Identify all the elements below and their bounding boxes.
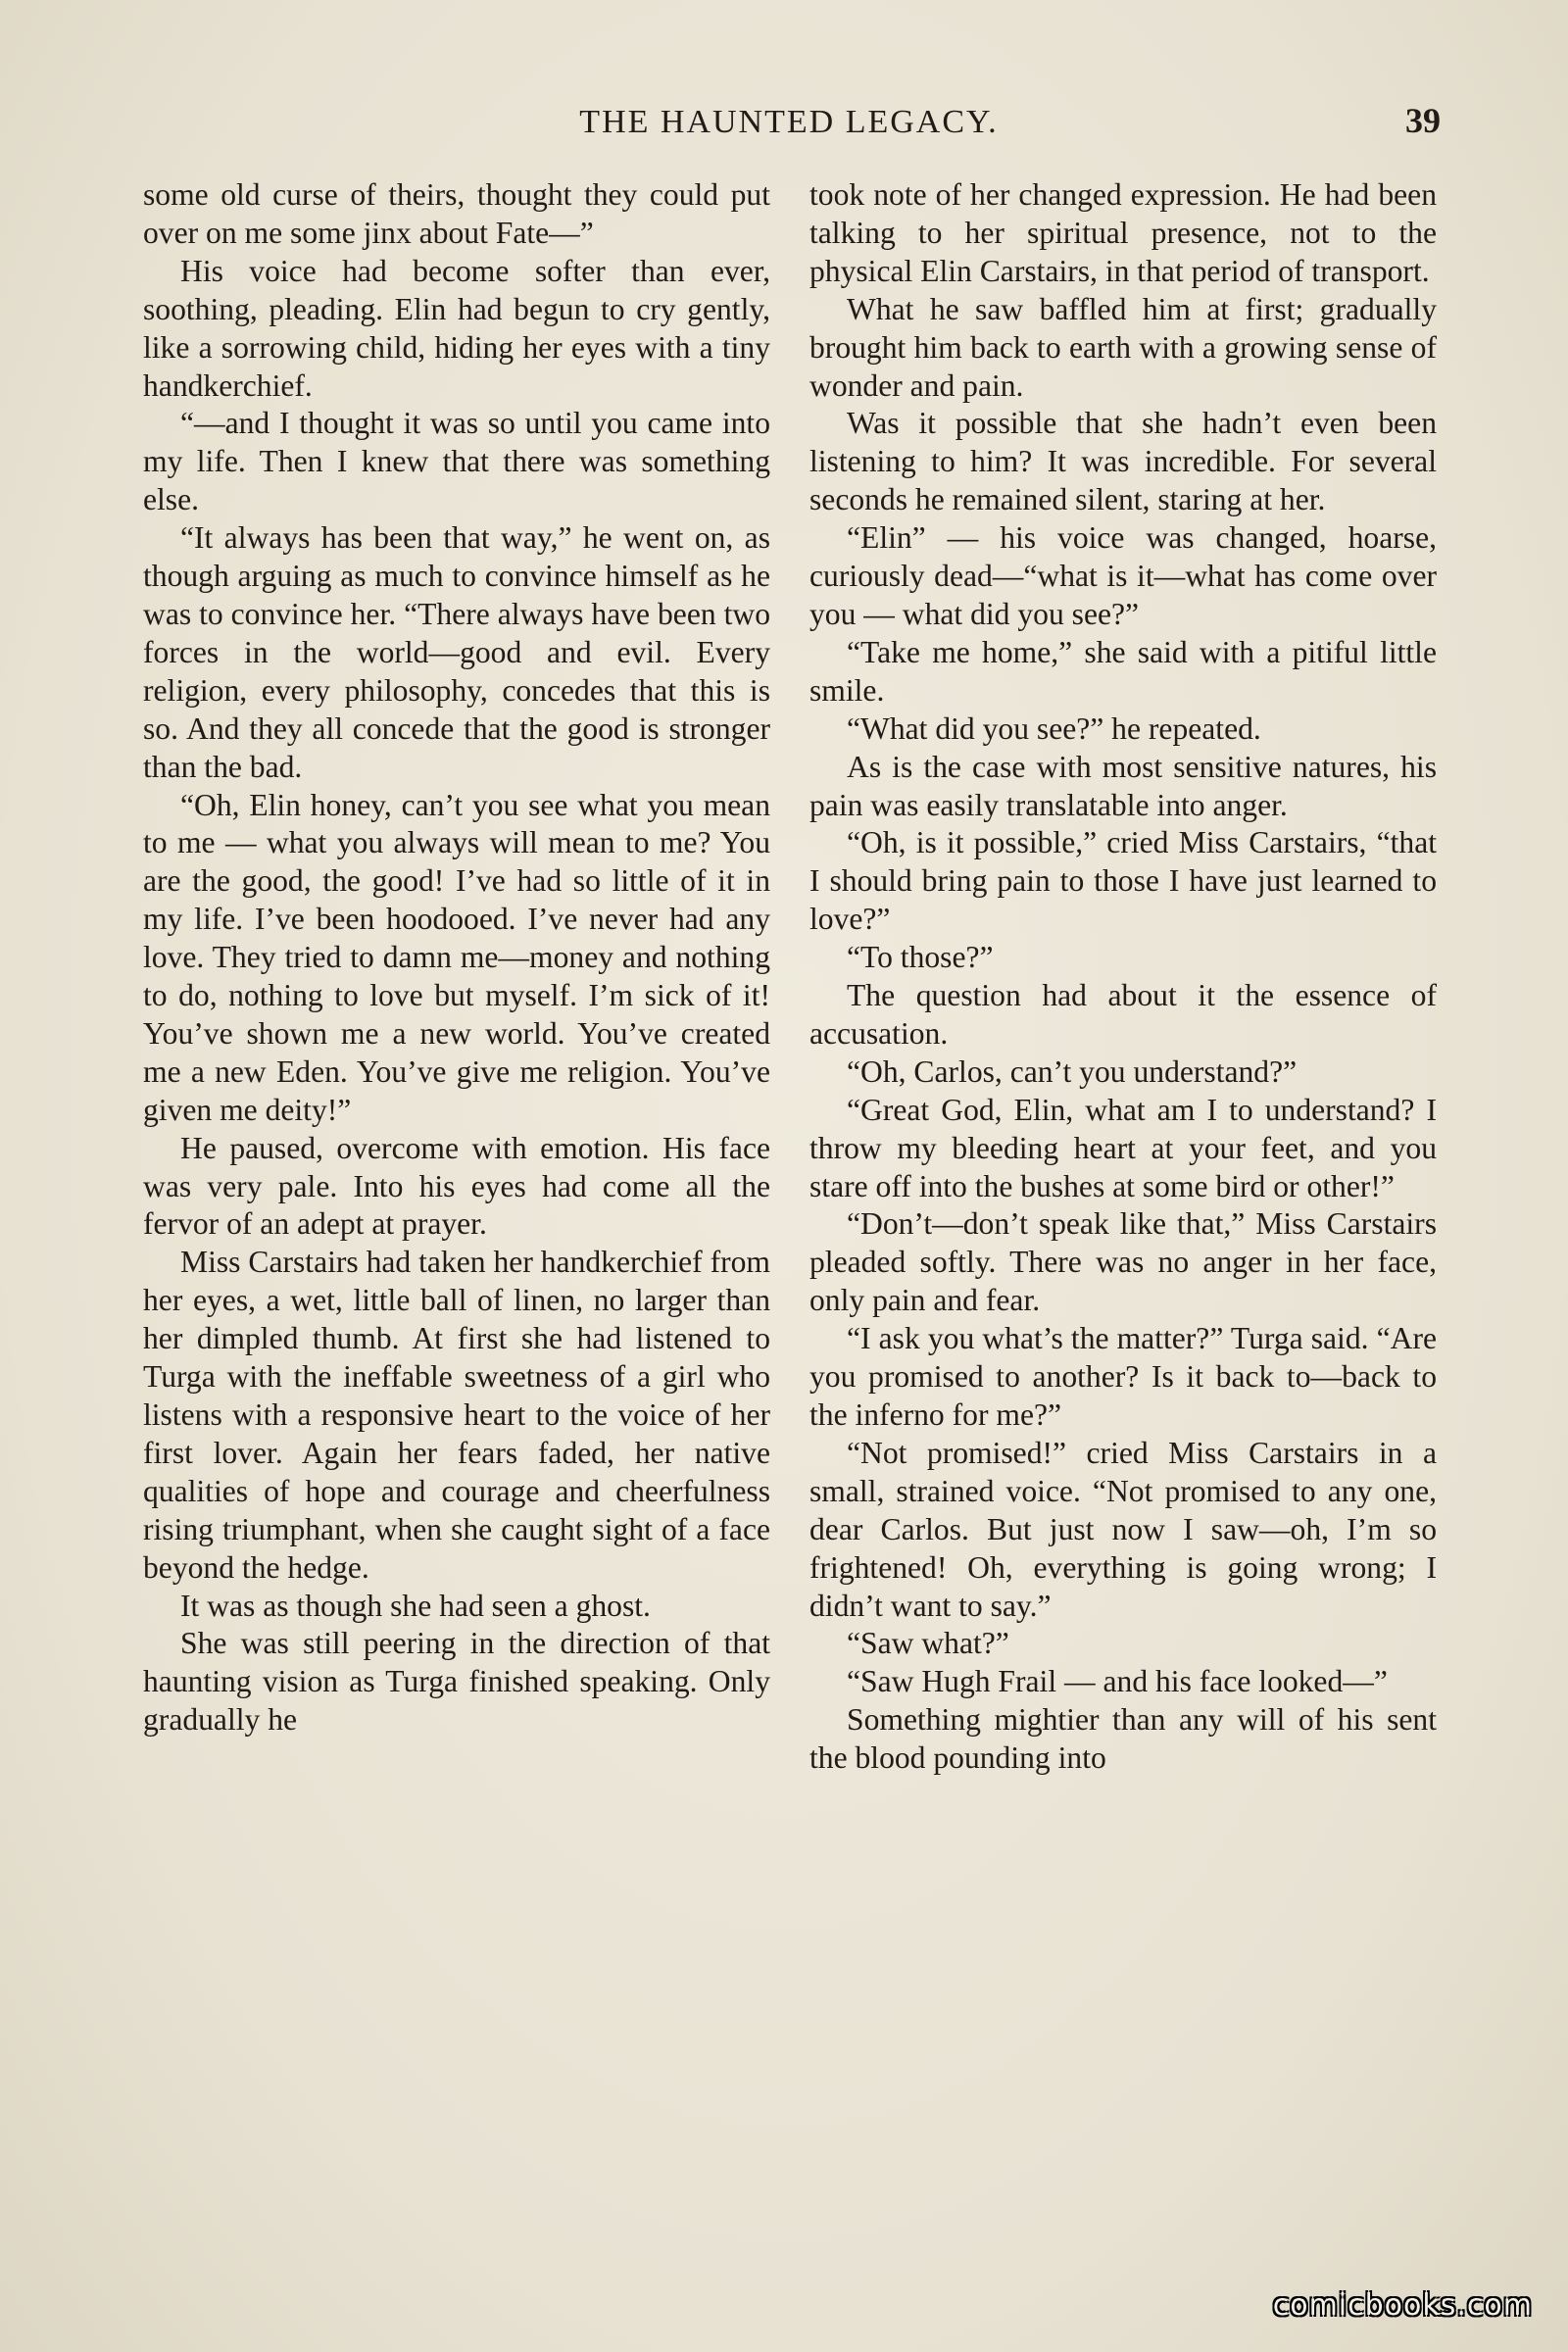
watermark: comicbooks.com [1272, 2288, 1533, 2323]
paragraph: “Oh, Elin honey, can’t you see what you mean to me — what you always will mean to me? You are the good, the good! I’ve had so little of it in my life. I’ve been hoodooed. I’ve never had any love. They tried to damn me—money and nothing to do, nothing to love but myself. I’m sick of it! You’ve shown me a new world. You’ve created me a new Eden. You’ve give me religion. You’ve given me deity!” [143, 787, 770, 1127]
paragraph: The question had about it the essence of accusation. [809, 978, 1437, 1051]
paragraph: some old curse of theirs, thought they could put over on me some jinx about Fate—” [143, 177, 770, 250]
paragraph: “Oh, Carlos, can’t you understand?” [847, 1054, 1298, 1089]
paragraph: “Elin” — his voice was changed, hoarse, curiously dead—“what is it—what has come over you — what did you see?” [809, 520, 1437, 631]
page-number: 39 [1405, 101, 1441, 140]
paragraph: “It always has been that way,” he went on, as though arguing as much to convince himself as he was to convince her. “There always have been two forces in the world—good and evil. Every religion, every philosophy, concedes that this is so. And they all concede that the good is stronger than the bad. [143, 520, 770, 784]
paragraph: Something mightier than any will of his sent the blood pounding into [809, 1702, 1437, 1776]
page-header [137, 98, 1441, 157]
right-text-column [809, 176, 1437, 1778]
paragraph: “Saw Hugh Frail — and his face looked—” [847, 1664, 1388, 1699]
paragraph: “—and I thought it was so until you came into my life. Then I knew that there was something else. [143, 406, 770, 517]
paragraph: She was still peering in the direction of that haunting vision as Turga finished speaking. Only gradually he [143, 1626, 770, 1738]
paragraph: It was as though she had seen a ghost. [180, 1588, 651, 1623]
paragraph: He paused, overcome with emotion. His face was very pale. Into his eyes had come all the fervor of an adept at prayer. [143, 1130, 770, 1242]
paragraph: Was it possible that she hadn’t even been listening to him? It was incredible. For several seconds he remained silent, staring at her. [809, 406, 1437, 517]
paragraph: took note of her changed expression. He had been talking to her spiritual presence, not to the physical Elin Carstairs, in that period of transport. [809, 177, 1437, 288]
left-text-column [143, 176, 770, 1740]
paragraph: “To those?” [847, 940, 994, 975]
paragraph: “I ask you what’s the matter?” Turga said. “Are you promised to another? Is it back to—back to the inferno for me?” [809, 1321, 1437, 1432]
paragraph: As is the case with most sensitive natures, his pain was easily translatable into anger. [809, 749, 1437, 822]
paragraph: “Don’t—don’t speak like that,” Miss Carstairs pleaded softly. There was no anger in her face, only pain and fear. [809, 1206, 1437, 1318]
running-title: THE HAUNTED LEGACY. [579, 104, 999, 140]
paragraph: “What did you see?” he repeated. [847, 710, 1261, 746]
paragraph: What he saw baffled him at first; gradually brought him back to earth with a growing sense of wonder and pain. [809, 291, 1437, 403]
paragraph: “Take me home,” she said with a pitiful little smile. [809, 634, 1437, 708]
paragraph: “Not promised!” cried Miss Carstairs in a small, strained voice. “Not promised to any one, dear Carlos. But just now I saw—oh, I’m so frightened! Oh, everything is going wrong; I didn’t want to say.” [809, 1435, 1437, 1623]
paragraph: His voice had become softer than ever, soothing, pleading. Elin had begun to cry gently, like a sorrowing child, hiding her eyes with a tiny handkerchief. [143, 253, 770, 403]
paragraph: “Saw what?” [847, 1626, 1009, 1661]
paragraph: Miss Carstairs had taken her handkerchief from her eyes, a wet, little ball of linen, no larger than her dimpled thumb. At first she had listened to Turga with the ineffable sweetness of a girl who listens with a responsive heart to the voice of her first lover. Again her fears faded, her native qualities of hope and courage and cheerfulness rising triumphant, when she caught sight of a face beyond the hedge. [143, 1245, 770, 1585]
paragraph: “Great God, Elin, what am I to understand? I throw my bleeding heart at your feet, and you stare off into the bushes at some bird or other!” [809, 1092, 1437, 1203]
paragraph: “Oh, is it possible,” cried Miss Carstairs, “that I should bring pain to those I have just learned to love?” [809, 825, 1437, 937]
